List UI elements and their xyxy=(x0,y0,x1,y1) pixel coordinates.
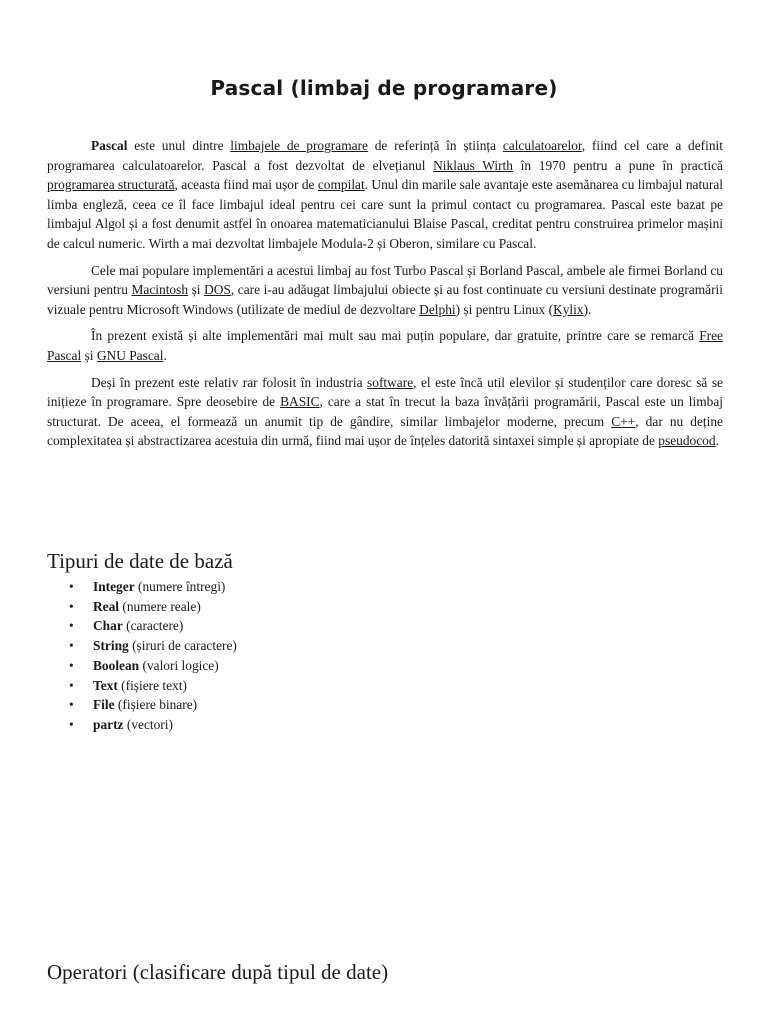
link-basic[interactable]: BASIC xyxy=(280,394,320,410)
type-name: Real xyxy=(93,598,120,614)
text-span: . xyxy=(715,433,719,449)
link-pseudocod[interactable]: pseudocod xyxy=(658,433,716,449)
list-item xyxy=(47,676,237,696)
link-software[interactable]: software xyxy=(367,374,414,390)
type-name: Char xyxy=(93,618,123,634)
text-span: , care a stat în trecut la baza învățării programării, Pascal este un limbaj structurat. De aceea, el formează un anumit tip de gândire, similar limbajelor moderne, precum xyxy=(47,394,723,429)
list-item xyxy=(47,597,237,617)
bullet-icon: • xyxy=(69,657,74,673)
bullet-icon: • xyxy=(69,638,74,654)
list-item xyxy=(47,577,237,597)
list-item xyxy=(47,616,237,636)
text-span: . xyxy=(163,347,167,363)
bullet-icon: • xyxy=(69,618,74,634)
type-description: (numere întregi) xyxy=(134,579,226,594)
type-description: (vectori) xyxy=(123,716,173,732)
text-span: și xyxy=(188,282,205,298)
link-kylix[interactable]: Kylix xyxy=(553,301,584,317)
bullet-icon: • xyxy=(69,697,74,713)
text-span: Cele mai populare implementări a acestui limbaj au fost Turbo Pascal și Borland Pascal, ambele ale firmei Borland cu versiuni pentru xyxy=(47,262,723,298)
type-description: (numere reale) xyxy=(119,598,201,614)
text-span: , dar nu deține complexitatea și abstractizarea acestuia din urmă, fiind mai ușor de înțeles datorită sintaxei simple și apropiate de xyxy=(47,413,723,449)
list-item xyxy=(47,656,237,676)
list-item xyxy=(47,636,237,656)
type-name: File xyxy=(93,697,115,713)
link-gnu-pascal[interactable]: GNU Pascal xyxy=(96,347,164,363)
text-span: . Unul din marile sale avantaje este asemănarea cu limbajul natural limba engleză, ceea ce îl face limbajul ideal pentru cei care sunt la primul contact cu programarea. Pascal este bazat pe limbajul Algol și a fost denumit astfel în onoarea matematicianului Blaise Pascal, creditat pentru construirea primelor mașini de calcul numeric. Wirth a mai dezvoltat limbajele Modula-2 și Oberon, similare cu Pascal. xyxy=(47,177,723,251)
list-item xyxy=(47,695,237,715)
text-span: Deși în prezent este relativ rar folosit în industria xyxy=(91,374,368,390)
text-span: de referință în știința xyxy=(367,138,503,153)
link-limbajele-de-programare[interactable]: limbajele de programare xyxy=(230,138,368,153)
text-span: , el este încă util elevilor și studenților care doresc să se inițieze în programare. Spre deosebire de xyxy=(47,374,724,410)
text-span: în 1970 pentru a pune în practică xyxy=(512,157,723,173)
type-description: (fișiere binare) xyxy=(114,697,198,713)
section-heading-operators: Operatori (clasificare după tipul de date) xyxy=(47,960,389,984)
type-name: Integer xyxy=(93,579,135,594)
type-description: (caractere) xyxy=(122,618,184,634)
page-title: Pascal (limbaj de programare) xyxy=(210,76,558,100)
link-free-pascal[interactable]: Free Pascal xyxy=(47,328,723,363)
type-name: Text xyxy=(93,677,118,693)
type-name: Boolean xyxy=(93,657,140,673)
text-span: , fiind cel care a definit programarea calculatoarelor. Pascal a fost dezvoltat de elvețianul xyxy=(47,138,724,173)
term-pascal: Pascal xyxy=(91,138,128,153)
link-niklaus-wirth[interactable]: Niklaus Wirth xyxy=(433,157,513,173)
paragraph-intro xyxy=(47,136,723,254)
text-span: ) și pentru Linux ( xyxy=(455,301,554,317)
list-item xyxy=(47,715,237,735)
text-span: și xyxy=(81,347,97,363)
text-span: În prezent există și alte implementări mai mult sau mai puțin populare, dar gratuite, printre care se remarcă xyxy=(91,328,700,344)
type-description: (fișiere text) xyxy=(117,677,187,693)
section-heading-data-types: Tipuri de date de bază xyxy=(47,549,233,573)
paragraph-usage xyxy=(47,373,723,451)
bullet-icon: • xyxy=(69,579,74,594)
bullet-icon: • xyxy=(69,716,74,732)
text-span: este unul dintre xyxy=(127,138,231,153)
type-name: String xyxy=(93,638,129,654)
data-types-list xyxy=(47,577,237,735)
link-cpp[interactable]: C++ xyxy=(611,413,636,429)
text-span: ). xyxy=(583,301,592,317)
link-dos[interactable]: DOS xyxy=(204,282,231,298)
bullet-icon: • xyxy=(69,598,74,614)
link-delphi[interactable]: Delphi xyxy=(419,301,456,317)
text-span: , care i-au adăugat limbajului obiecte și au fost continuate cu versiuni destinate programării vizuale pentru Microsoft Windows (utilizate de mediul de dezvoltare xyxy=(47,282,723,317)
article-body xyxy=(47,136,723,458)
paragraph-implementations xyxy=(47,261,723,320)
link-programarea-structurata[interactable]: programarea structurată xyxy=(47,177,175,193)
type-description: (valori logice) xyxy=(139,657,219,673)
paragraph-free-implementations xyxy=(47,326,723,365)
type-name: partz xyxy=(93,716,124,732)
text-span: , aceasta fiind mai ușor de xyxy=(174,177,318,193)
type-description: (șiruri de caractere) xyxy=(128,638,237,654)
link-compilat[interactable]: compilat xyxy=(317,177,365,193)
link-calculatoarelor[interactable]: calculatoarelor xyxy=(502,138,582,153)
link-macintosh[interactable]: Macintosh xyxy=(131,282,189,298)
bullet-icon: • xyxy=(69,677,74,693)
